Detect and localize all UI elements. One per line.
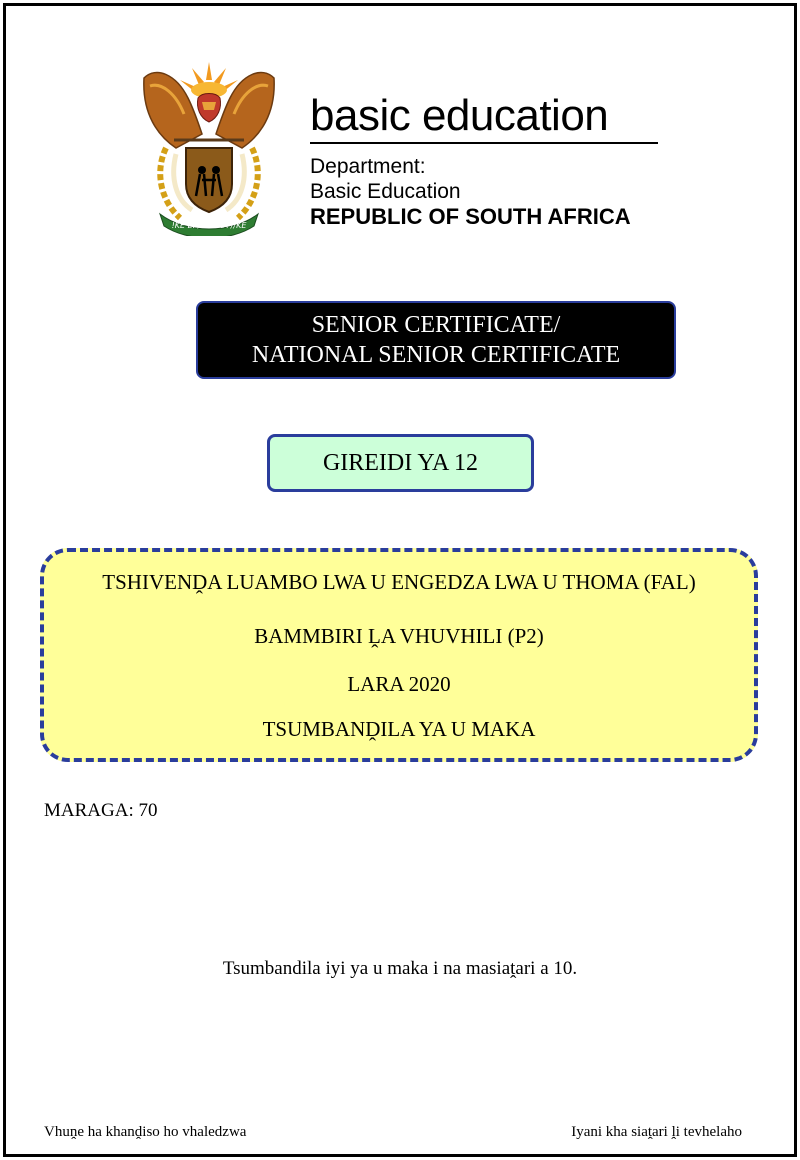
grade-label: GIREIDI YA 12	[322, 449, 479, 476]
certificate-line-2: NATIONAL SENIOR CERTIFICATE	[251, 342, 621, 368]
department-name: Basic Education	[310, 180, 461, 203]
total-marks: MARAGA: 70	[44, 800, 158, 821]
paper-title: BAMMBIRI ḼA VHUVHILI (P2)	[254, 624, 544, 648]
certificate-line-1: SENIOR CERTIFICATE/	[311, 312, 561, 338]
turn-page-footer: Iyani kha siaṱari ḽi tevhelaho	[571, 1124, 742, 1140]
country-name: REPUBLIC OF SOUTH AFRICA	[310, 204, 631, 229]
certificate-banner	[196, 301, 676, 379]
coat-of-arms-logo	[136, 58, 282, 236]
document-type: TSUMBANḒILA YA U MAKA	[262, 717, 536, 741]
department-header	[310, 90, 670, 229]
exam-session: LARA 2020	[347, 672, 451, 696]
exam-title-box	[40, 548, 758, 762]
department-line: Department:	[310, 155, 426, 178]
motto-text: !KE E: /XARRA //KE	[171, 221, 247, 230]
subject-title: TSHIVENḒA LUAMBO LWA U ENGEDZA LWA U THOMA (FAL)	[102, 570, 696, 594]
brand-underline	[310, 142, 658, 144]
copyright-footer: Vhuṋe ha khanḓiso ho vhaledzwa	[44, 1124, 247, 1140]
page-count-note: Tsumbandila iyi ya u maka i na masiaṱari a 10.	[222, 958, 578, 979]
grade-banner	[267, 434, 534, 492]
brand-title: basic education	[310, 91, 609, 140]
